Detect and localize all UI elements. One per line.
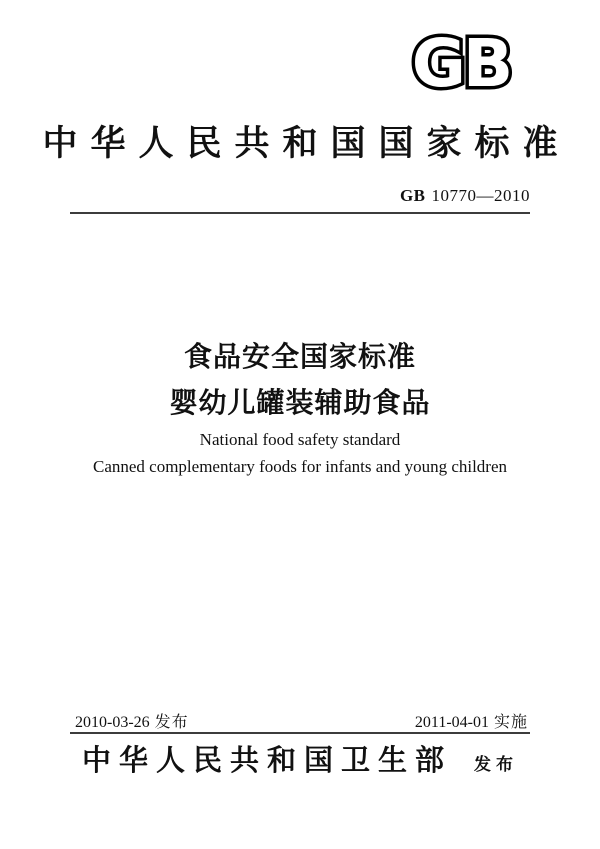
document-subtitle-en-line2: Canned complementary foods for infants and young children (92, 457, 508, 476)
issue-date-group (75, 709, 189, 732)
issue-label: 发布 (154, 714, 189, 731)
header-divider-line (70, 212, 530, 214)
document-title-zh-line1: 食品安全国家标准 (183, 341, 416, 372)
publish-label: 发布 (474, 755, 518, 774)
issuer-row (70, 738, 530, 779)
footer-divider-line (70, 732, 530, 734)
standard-code (400, 186, 530, 206)
gb-standard-logo (400, 26, 518, 100)
implement-date: 2011-04-01 (414, 714, 489, 731)
document-subtitle-en-line1: National food safety standard (199, 430, 401, 449)
standard-code-prefix: GB (399, 186, 426, 205)
issue-date: 2010-03-26 (75, 714, 150, 731)
date-row (75, 709, 528, 732)
national-standard-title: 中华人民共和国国家标准 (42, 124, 571, 163)
issuing-authority: 中华人民共和国卫生部 (81, 745, 452, 777)
standard-code-number: 10770—2010 (431, 186, 530, 205)
document-title-zh-line2: 婴幼儿罐装辅助食品 (169, 387, 431, 418)
gb-logo-text: GB (411, 26, 511, 100)
implement-label: 实施 (493, 714, 528, 731)
implement-date-group (415, 709, 528, 732)
